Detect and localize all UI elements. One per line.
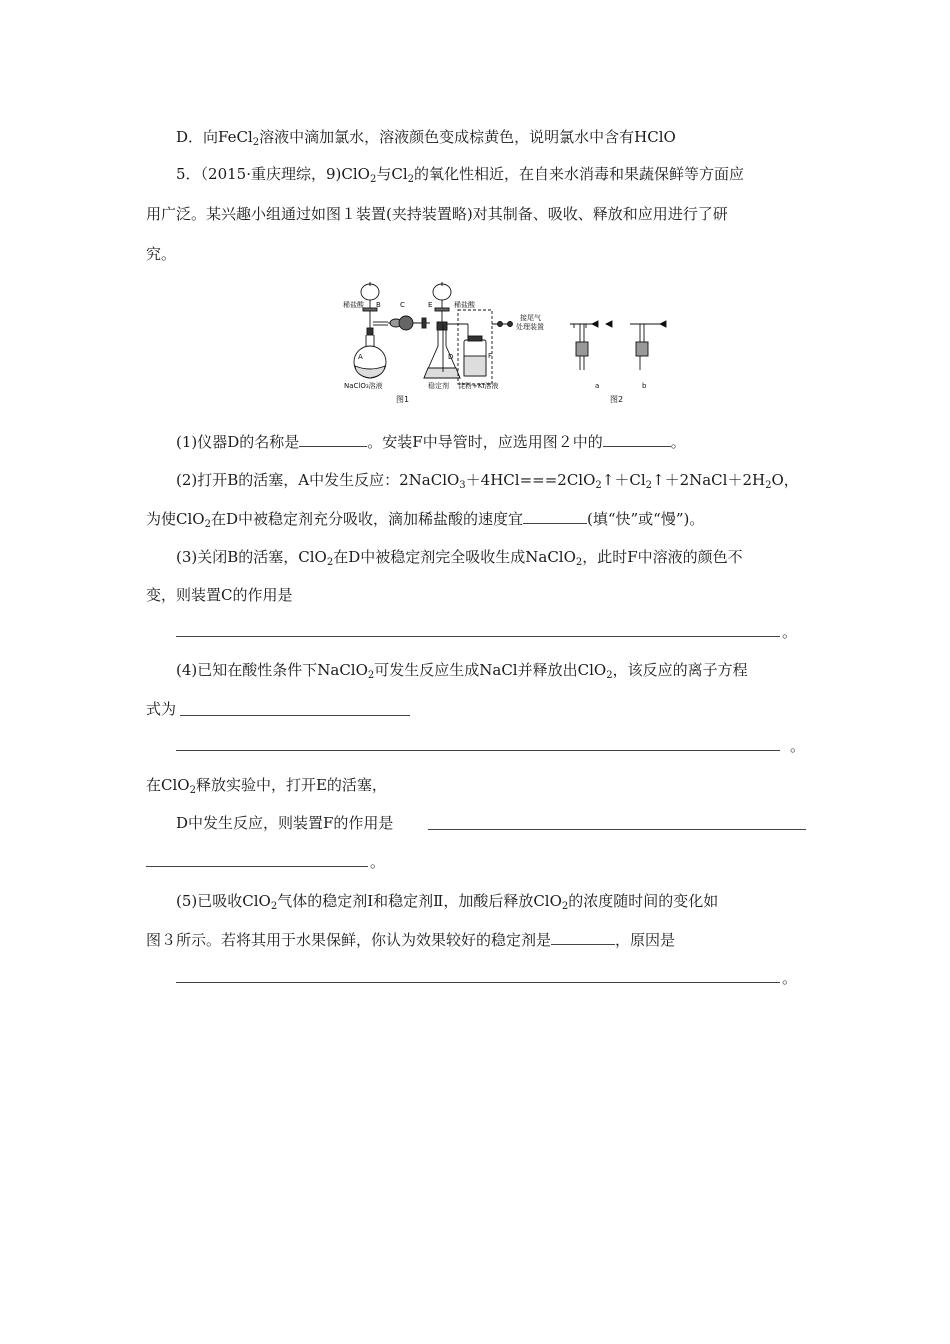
subscript: 2 xyxy=(765,480,772,491)
part-4-end: 。 xyxy=(790,737,806,755)
label-d: D xyxy=(448,353,454,361)
answer-blank[interactable] xyxy=(603,432,671,447)
part-4-text: 在ClO xyxy=(146,776,190,794)
part-4-line4 xyxy=(146,775,387,795)
part-4-line2: 式为 xyxy=(146,700,177,718)
subscript: 2 xyxy=(252,137,260,148)
subscript: 2 xyxy=(326,557,334,568)
part-1-text: 。 xyxy=(670,433,686,451)
answer-blank[interactable] xyxy=(299,432,367,447)
label-stabilizer: 稳定剂 xyxy=(428,382,449,390)
option-d-text-2: 溶液中滴加氯水，溶液颜色变成棕黄色，说明氯水中含有HClO xyxy=(259,128,676,146)
label-tube-b: b xyxy=(642,382,647,390)
part-2-text: 为使ClO xyxy=(146,510,205,528)
label-dilute-hcl-left: 稀盐酸 xyxy=(343,301,364,309)
subscript: 2 xyxy=(204,519,211,530)
label-starch-ki: 淀粉+KI溶液 xyxy=(458,382,499,390)
subscript: 2 xyxy=(595,480,602,491)
label-a: A xyxy=(358,353,363,361)
part-2-text: ＋4HCl===2ClO xyxy=(465,471,596,489)
part-2-text: O， xyxy=(771,471,799,489)
label-tail-treat: 处理装置 xyxy=(516,323,544,331)
subscript: 2 xyxy=(270,901,278,912)
answer-line[interactable] xyxy=(146,866,368,867)
part-4-line5: D中发生反应，则装置F的作用是 xyxy=(176,814,394,832)
subscript: 3 xyxy=(459,480,466,491)
part-4-text: ，该反应的离子方程 xyxy=(612,661,748,679)
answer-line[interactable] xyxy=(428,829,806,830)
label-e: E xyxy=(428,301,433,309)
part-5-text: (5)已吸收ClO xyxy=(176,892,271,910)
subscript: 2 xyxy=(645,480,652,491)
answer-line[interactable] xyxy=(176,636,780,637)
part-2-line1 xyxy=(176,470,799,490)
option-d xyxy=(176,127,676,147)
part-3-end: 。 xyxy=(782,623,798,641)
part-3-line2: 变，则装置C的作用是 xyxy=(146,586,293,604)
label-f: F xyxy=(488,352,493,360)
part-5-text: 的浓度随时间的变化如 xyxy=(568,892,719,910)
answer-line[interactable] xyxy=(176,982,780,983)
q5-text: 5．（2015·重庆理综，9)ClO xyxy=(176,165,370,183)
answer-line[interactable] xyxy=(176,750,780,751)
part-4-text: (4)已知在酸性条件下NaClO xyxy=(176,661,368,679)
label-b: B xyxy=(376,301,381,309)
part-4-line1 xyxy=(176,660,748,680)
label-c: C xyxy=(400,301,405,309)
caption-fig1: 图1 xyxy=(396,395,410,404)
q5-text: 的氧化性相近，在自来水消毒和果蔬保鲜等方面应 xyxy=(414,165,745,183)
part-1 xyxy=(176,432,686,452)
subscript: 2 xyxy=(407,174,414,185)
part-5-text: ，原因是 xyxy=(615,931,676,949)
part-1-text: (1)仪器D的名称是 xyxy=(176,433,300,451)
answer-line[interactable] xyxy=(180,715,410,716)
subscript: 2 xyxy=(561,901,569,912)
q5-text: 与Cl xyxy=(376,165,408,183)
option-d-text: D．向FeCl xyxy=(176,128,253,146)
subscript: 2 xyxy=(606,670,613,681)
part-4-end2: 。 xyxy=(370,853,386,871)
part-5-end: 。 xyxy=(782,969,798,987)
subscript: 2 xyxy=(367,670,375,681)
label-naclo3: NaClO₃溶液 xyxy=(344,382,383,390)
part-2-line2 xyxy=(146,509,704,529)
caption-fig2: 图2 xyxy=(610,395,624,404)
label-tube-a: a xyxy=(595,382,600,390)
question-5-line1 xyxy=(176,164,744,184)
part-2-text: (2)打开B的活塞，A中发生反应：2NaClO xyxy=(176,471,460,489)
part-3-line1 xyxy=(176,547,743,567)
subscript: 2 xyxy=(575,557,583,568)
label-dilute-hcl-right: 稀盐酸 xyxy=(454,301,475,309)
answer-blank[interactable] xyxy=(523,509,587,524)
answer-blank[interactable] xyxy=(551,930,615,945)
part-3-text: ，此时F中溶液的颜色不 xyxy=(582,548,743,566)
apparatus-figure xyxy=(340,280,675,410)
subscript: 2 xyxy=(369,174,377,185)
part-5-line1 xyxy=(176,891,718,911)
question-5-line3: 究。 xyxy=(146,245,177,263)
part-3-text: (3)关闭B的活塞，ClO xyxy=(176,548,327,566)
part-1-text: 。安装F中导管时，应选用图２中的 xyxy=(367,433,603,451)
part-5-text: 气体的稳定剂Ⅰ和稳定剂Ⅱ，加酸后释放ClO xyxy=(277,892,562,910)
part-3-text: 在D中被稳定剂完全吸收生成NaClO xyxy=(333,548,576,566)
part-5-text: 图３所示。若将其用于水果保鲜，你认为效果较好的稳定剂是 xyxy=(146,931,552,949)
part-2-text: ↑＋Cl xyxy=(601,471,646,489)
part-2-text: 在D中被稳定剂充分吸收，滴加稀盐酸的速度宜 xyxy=(210,510,523,528)
question-5-line2: 用广泛。某兴趣小组通过如图１装置(夹持装置略)对其制备、吸收、释放和应用进行了研 xyxy=(146,205,728,223)
subscript: 2 xyxy=(189,785,196,796)
part-4-text: 释放实验中，打开E的活塞， xyxy=(195,776,387,794)
part-2-text: ↑＋2NaCl＋2H xyxy=(652,471,766,489)
part-4-text: 可发生反应生成NaCl并释放出ClO xyxy=(374,661,607,679)
label-tail-gas: 接尾气 xyxy=(520,314,541,322)
part-5-line2 xyxy=(146,930,675,950)
part-2-text: (填“快”或“慢”)。 xyxy=(586,510,705,528)
